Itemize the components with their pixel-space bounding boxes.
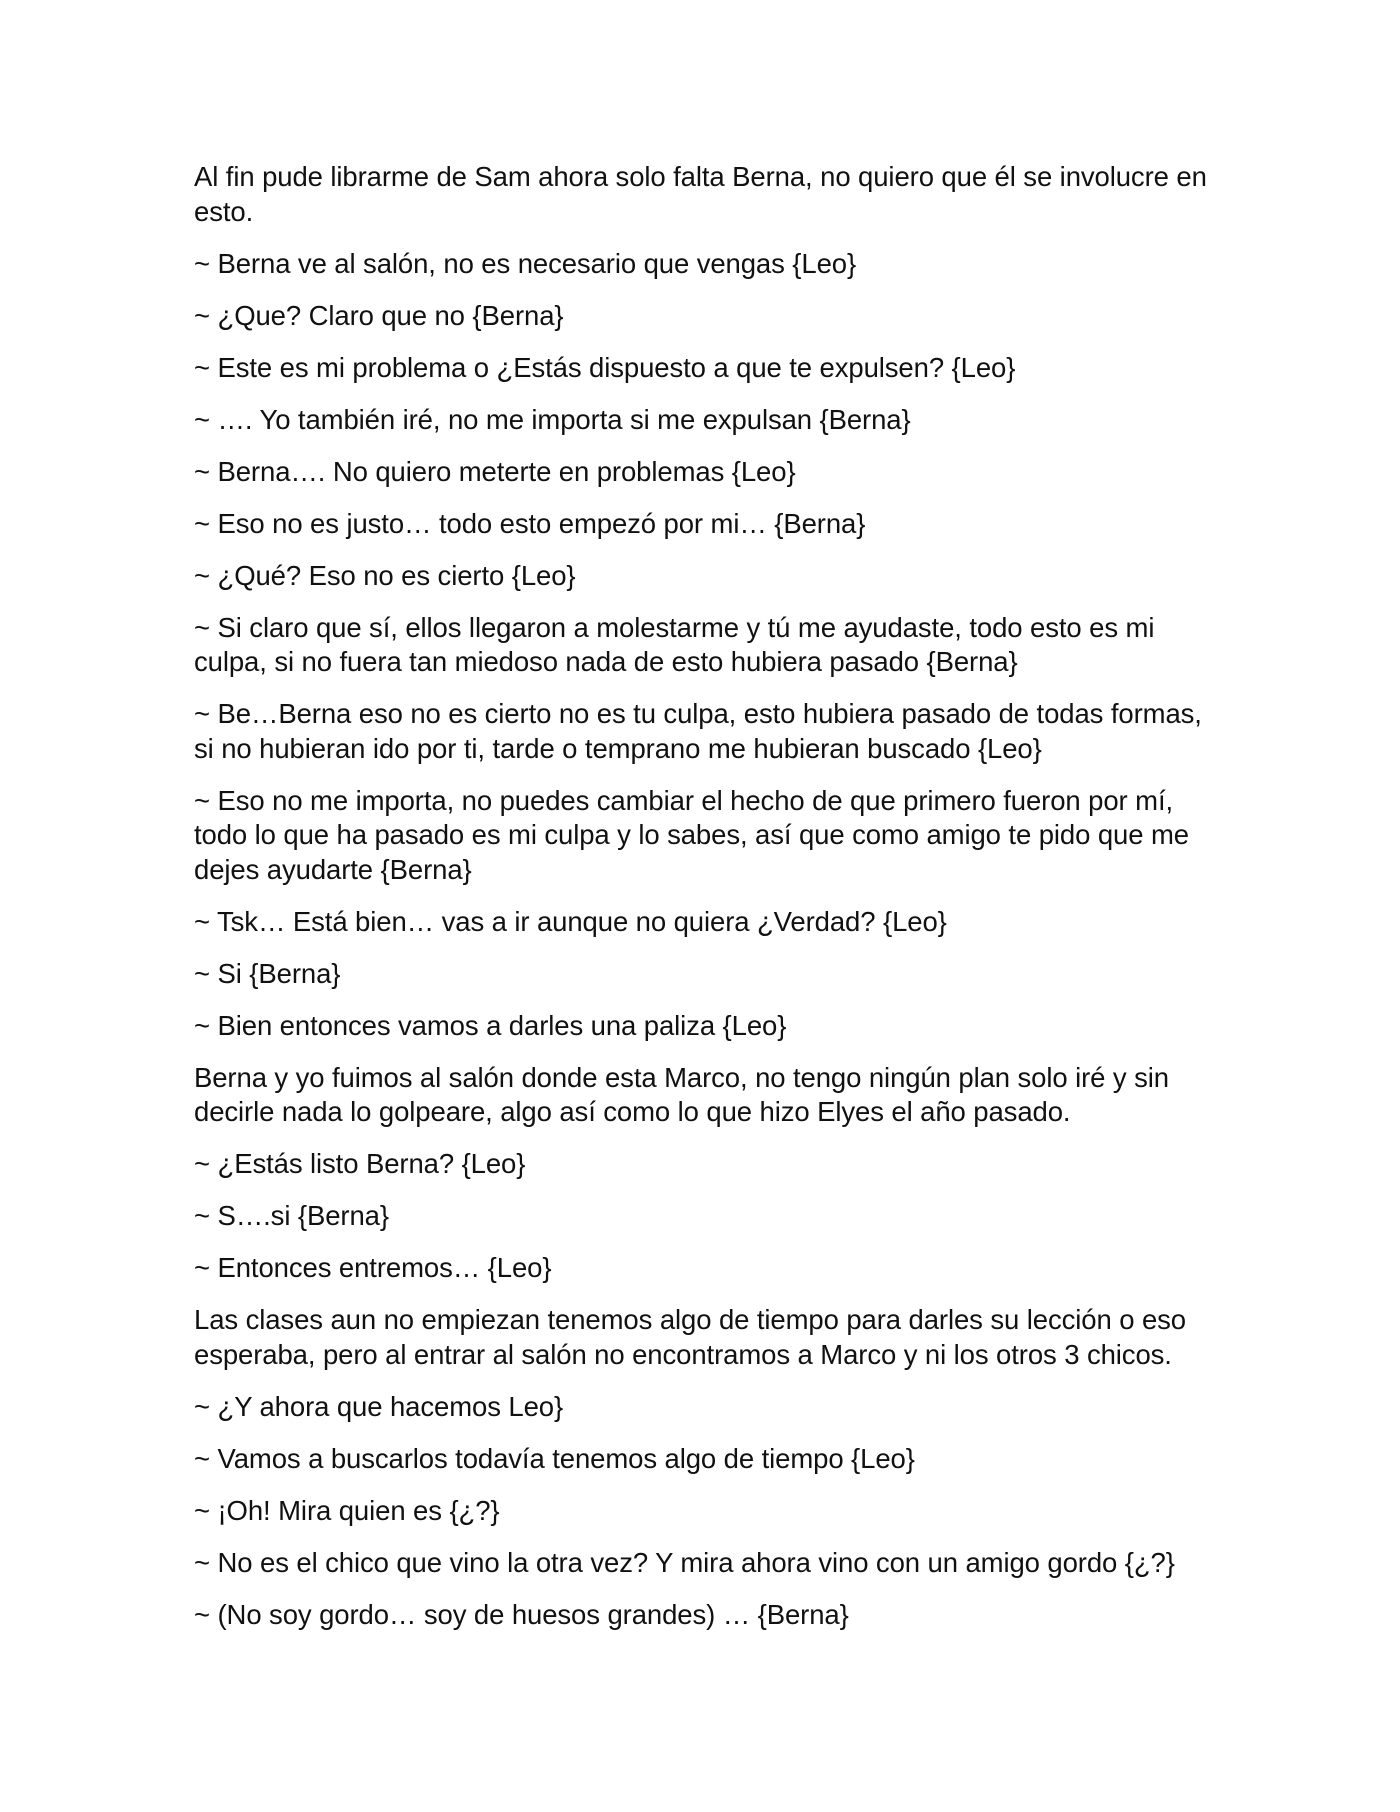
dialogue-line: ~ Si claro que sí, ellos llegaron a molestarme y tú me ayudaste, todo esto es mi culpa, si no fuera tan miedoso nada de esto hubiera pasado {Berna}: [194, 611, 1155, 677]
dialogue-line: ~ Eso no me importa, no puedes cambiar el hecho de que primero fueron por mí, todo lo que ha pasado es mi culpa y lo sabes, así que como amigo te pido que me dejes ayudarte {Berna}: [194, 784, 1189, 885]
dialogue-line: ~ ¿Qué? Eso no es cierto {Leo}: [194, 559, 576, 591]
dialogue-line: ~ ¿Estás listo Berna? {Leo}: [194, 1148, 526, 1179]
document-body: [194, 160, 1212, 1650]
dialogue-line: ~ Berna…. No quiero meterte en problemas {Leo}: [194, 455, 796, 487]
dialogue-line: ~ ¿Que? Claro que no {Berna}: [194, 299, 564, 331]
dialogue-line: ~ Bien entonces vamos a darles una paliza {Leo}: [194, 1009, 787, 1041]
dialogue-line: ~ Berna ve al salón, no es necesario que vengas {Leo}: [194, 247, 857, 279]
dialogue-line: ~ Si {Berna}: [194, 957, 341, 989]
narration-paragraph: Berna y yo fuimos al salón donde esta Marco, no tengo ningún plan solo iré y sin decirle nada lo golpeare, algo así como lo que hizo Elyes el año pasado.: [194, 1061, 1169, 1127]
dialogue-line: ~ …. Yo también iré, no me importa si me expulsan {Berna}: [194, 403, 911, 435]
dialogue-line: ~ Entonces entremos… {Leo}: [194, 1252, 552, 1283]
dialogue-line: ~ (No soy gordo… soy de huesos grandes) … {Berna}: [194, 1598, 849, 1630]
narration-paragraph: Las clases aun no empiezan tenemos algo de tiempo para darles su lección o eso esperaba, pero al entrar al salón no encontramos a Marco y ni los otros 3 chicos.: [194, 1304, 1186, 1370]
dialogue-line: ~ Eso no es justo… todo esto empezó por mi… {Berna}: [194, 507, 866, 539]
dialogue-line: ~ ¡Oh! Mira quien es {¿?}: [194, 1494, 500, 1526]
narration-paragraph: Al fin pude librarme de Sam ahora solo falta Berna, no quiero que él se involucre en esto.: [194, 161, 1207, 227]
dialogue-line: ~ Vamos a buscarlos todavía tenemos algo de tiempo {Leo}: [194, 1442, 915, 1474]
dialogue-line: ~ Este es mi problema o ¿Estás dispuesto a que te expulsen? {Leo}: [194, 351, 1016, 383]
dialogue-line: ~ No es el chico que vino la otra vez? Y mira ahora vino con un amigo gordo {¿?}: [194, 1546, 1175, 1578]
dialogue-line: ~ Be…Berna eso no es cierto no es tu culpa, esto hubiera pasado de todas formas, si no hubieran ido por ti, tarde o temprano me hubieran buscado {Leo}: [194, 698, 1202, 764]
dialogue-line: ~ Tsk… Está bien… vas a ir aunque no quiera ¿Verdad? {Leo}: [194, 905, 947, 937]
dialogue-line: ~ ¿Y ahora que hacemos Leo}: [194, 1390, 564, 1422]
dialogue-line: ~ S….si {Berna}: [194, 1200, 389, 1231]
